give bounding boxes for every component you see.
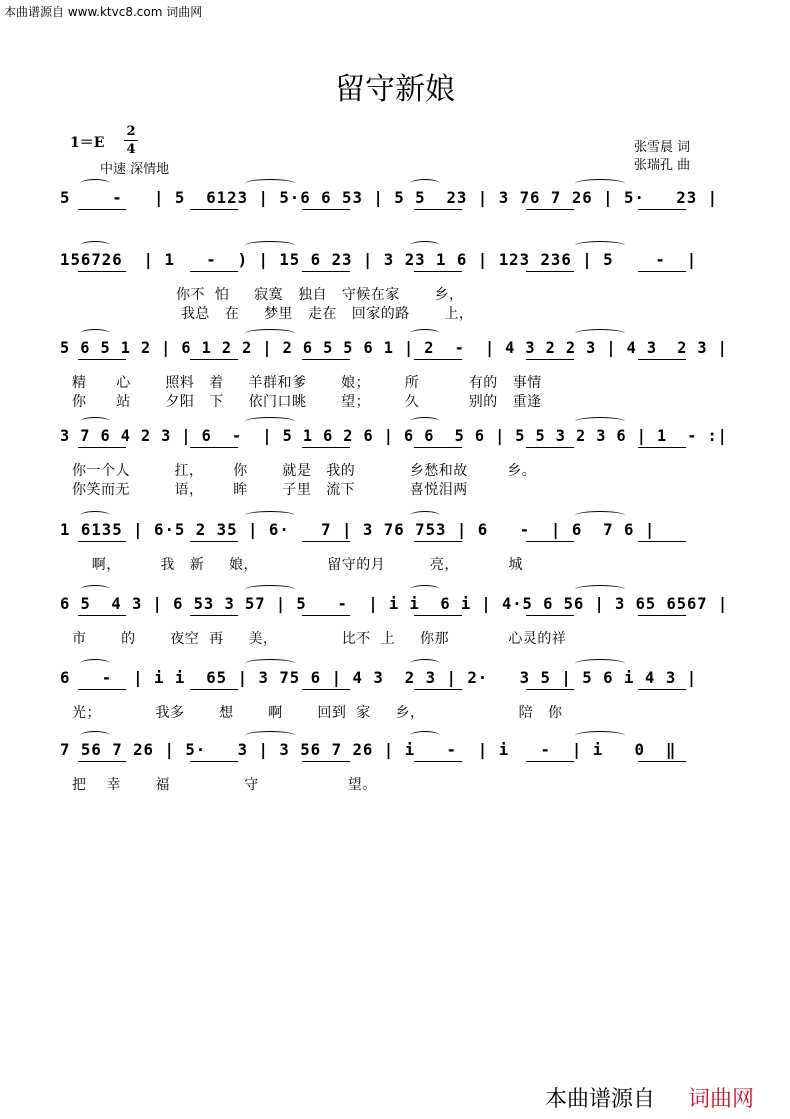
note-row: 156726 | 1 - ) | 15 6 23 | 3 23 1 6 | 123 236 | 5 - |	[60, 250, 698, 269]
beam-underline	[414, 615, 462, 616]
key-signature: 1＝E	[70, 135, 105, 151]
beam-underline	[414, 447, 462, 448]
lyric-line: 你 站 夕阳 下 依门口眺 望； 久 别的 重逢	[72, 394, 542, 410]
score-line-6	[60, 594, 740, 674]
site-header: 本曲谱源自 www.ktvc8.com 词曲网	[4, 5, 203, 19]
score-line-8	[60, 740, 740, 820]
beam-underline	[78, 271, 126, 272]
lyric-line: 光； 我多 想 啊 回到 家 乡， 陪 你	[72, 705, 563, 721]
beam-underline	[302, 359, 350, 360]
note-row: 5 - | 5 6123 | 5·6 6 53 | 5 5 23 | 3 76 7 26 | 5· 23 |	[60, 188, 719, 207]
footer-brand-source: 本曲谱源自	[545, 1087, 656, 1112]
slur-arc	[80, 241, 110, 250]
lyricist: 张雪晨 词	[634, 140, 691, 155]
beam-underline	[638, 761, 686, 762]
lyric-line: 我总 在 梦里 走在 回家的路 上，	[72, 306, 474, 322]
beam-underline	[526, 689, 574, 690]
beam-underline	[302, 689, 350, 690]
beam-underline	[638, 359, 686, 360]
slur-arc	[245, 585, 295, 594]
score-line-4	[60, 426, 740, 506]
beam-underline	[638, 447, 686, 448]
slur-arc	[245, 329, 295, 338]
beam-underline	[526, 541, 574, 542]
beam-underline	[302, 615, 350, 616]
beam-underline	[302, 271, 350, 272]
slur-arc	[245, 731, 295, 740]
beam-underline	[190, 209, 238, 210]
beam-underline	[414, 689, 462, 690]
beam-underline	[526, 271, 574, 272]
slur-arc	[80, 511, 110, 520]
slur-arc	[80, 329, 110, 338]
beam-underline	[526, 615, 574, 616]
beam-underline	[414, 271, 462, 272]
beam-underline	[302, 209, 350, 210]
slur-arc	[410, 329, 440, 338]
beam-underline	[78, 541, 126, 542]
slur-arc	[410, 417, 440, 426]
beam-underline	[638, 615, 686, 616]
slur-arc	[575, 731, 625, 740]
slur-arc	[245, 179, 295, 188]
slur-arc	[80, 731, 110, 740]
lyric-line: 把 幸 福 守 望。	[72, 777, 377, 793]
slur-arc	[410, 511, 440, 520]
beam-underline	[78, 761, 126, 762]
lyric-line: 你一个人 扛， 你 就是 我的 乡愁和故 乡。	[72, 463, 537, 479]
slur-arc	[410, 659, 440, 668]
slur-arc	[575, 585, 625, 594]
slur-arc	[575, 241, 625, 250]
score-line-2	[60, 250, 740, 330]
beam-underline	[638, 271, 686, 272]
tempo-marking: 中速 深情地	[100, 162, 170, 177]
slur-arc	[245, 241, 295, 250]
beam-underline	[78, 447, 126, 448]
beam-underline	[526, 761, 574, 762]
slur-arc	[410, 179, 440, 188]
slur-arc	[80, 417, 110, 426]
time-divider	[124, 140, 138, 141]
page-title: 留守新娘	[335, 72, 455, 107]
beam-underline	[190, 615, 238, 616]
beam-underline	[190, 689, 238, 690]
slur-arc	[575, 659, 625, 668]
beam-underline	[302, 541, 350, 542]
beam-underline	[638, 689, 686, 690]
beam-underline	[414, 541, 462, 542]
beam-underline	[78, 689, 126, 690]
beam-underline	[526, 447, 574, 448]
beam-underline	[302, 447, 350, 448]
time-signature	[124, 124, 138, 157]
composer: 张瑞孔 曲	[634, 158, 691, 173]
beam-underline	[638, 209, 686, 210]
beam-underline	[190, 447, 238, 448]
note-row: 1 6135 | 6·5 2 35 | 6· 7 | 3 76 753 | 6 - | 6 7 6 |	[60, 520, 656, 539]
lyric-line: 你笑而无 语， 眸 子里 流下 喜悦泪两	[72, 482, 468, 498]
slur-arc	[410, 241, 440, 250]
beam-underline	[190, 541, 238, 542]
note-row: 6 5 4 3 | 6 53 3 57 | 5 - | i i 6 i | 4·5 6 56 | 3 65 6567 |	[60, 594, 729, 613]
slur-arc	[575, 329, 625, 338]
lyric-line: 市 的 夜空 再 美， 比不 上 你那 心灵的祥	[72, 631, 567, 647]
beam-underline	[526, 209, 574, 210]
slur-arc	[80, 659, 110, 668]
slur-arc	[410, 585, 440, 594]
slur-arc	[245, 659, 295, 668]
slur-arc	[410, 731, 440, 740]
slur-arc	[245, 417, 295, 426]
score-line-5	[60, 520, 740, 600]
note-row: 3 7 6 4 2 3 | 6 - | 5 1 6 2 6 | 6 6 5 6 | 5 5 3 2 3 6 | 1 - :|	[60, 426, 728, 445]
slur-arc	[575, 417, 625, 426]
note-row: 5 6 5 1 2 | 6 1 2 2 | 2 6 5 5 6 1 | 2 - | 4 3 2 2 3 | 4 3 2 3 |	[60, 338, 728, 357]
score-line-3	[60, 338, 740, 418]
beam-underline	[302, 761, 350, 762]
beam-underline	[190, 761, 238, 762]
beam-underline	[414, 209, 462, 210]
beam-underline	[526, 359, 574, 360]
lyric-line: 啊， 我 新 娘， 留守的月 亮， 城	[72, 557, 523, 573]
slur-arc	[245, 511, 295, 520]
beam-underline	[638, 541, 686, 542]
note-row: 6 - | i i 65 | 3 75 6 | 4 3 2 3 | 2· 3 5 | 5 6 i 4 3 |	[60, 668, 698, 687]
slur-arc	[80, 179, 110, 188]
slur-arc	[80, 585, 110, 594]
time-bottom: 4	[126, 142, 136, 157]
beam-underline	[190, 271, 238, 272]
beam-underline	[190, 359, 238, 360]
slur-arc	[575, 179, 625, 188]
footer-brand-site: 词曲网	[688, 1087, 755, 1112]
lyric-line: 精 心 照料 着 羊群和爹 娘； 所 有的 事情	[72, 375, 542, 391]
beam-underline	[78, 209, 126, 210]
beam-underline	[414, 359, 462, 360]
beam-underline	[78, 359, 126, 360]
score-line-7	[60, 668, 740, 748]
slur-arc	[575, 511, 625, 520]
beam-underline	[414, 761, 462, 762]
lyric-line: 你不 怕 寂寞 独自 守候在家 乡，	[72, 287, 464, 303]
beam-underline	[78, 615, 126, 616]
note-row: 7 56 7 26 | 5· 3 | 3 56 7 26 | i - | i - | i 0 ‖	[60, 740, 677, 759]
time-top: 2	[126, 124, 136, 139]
